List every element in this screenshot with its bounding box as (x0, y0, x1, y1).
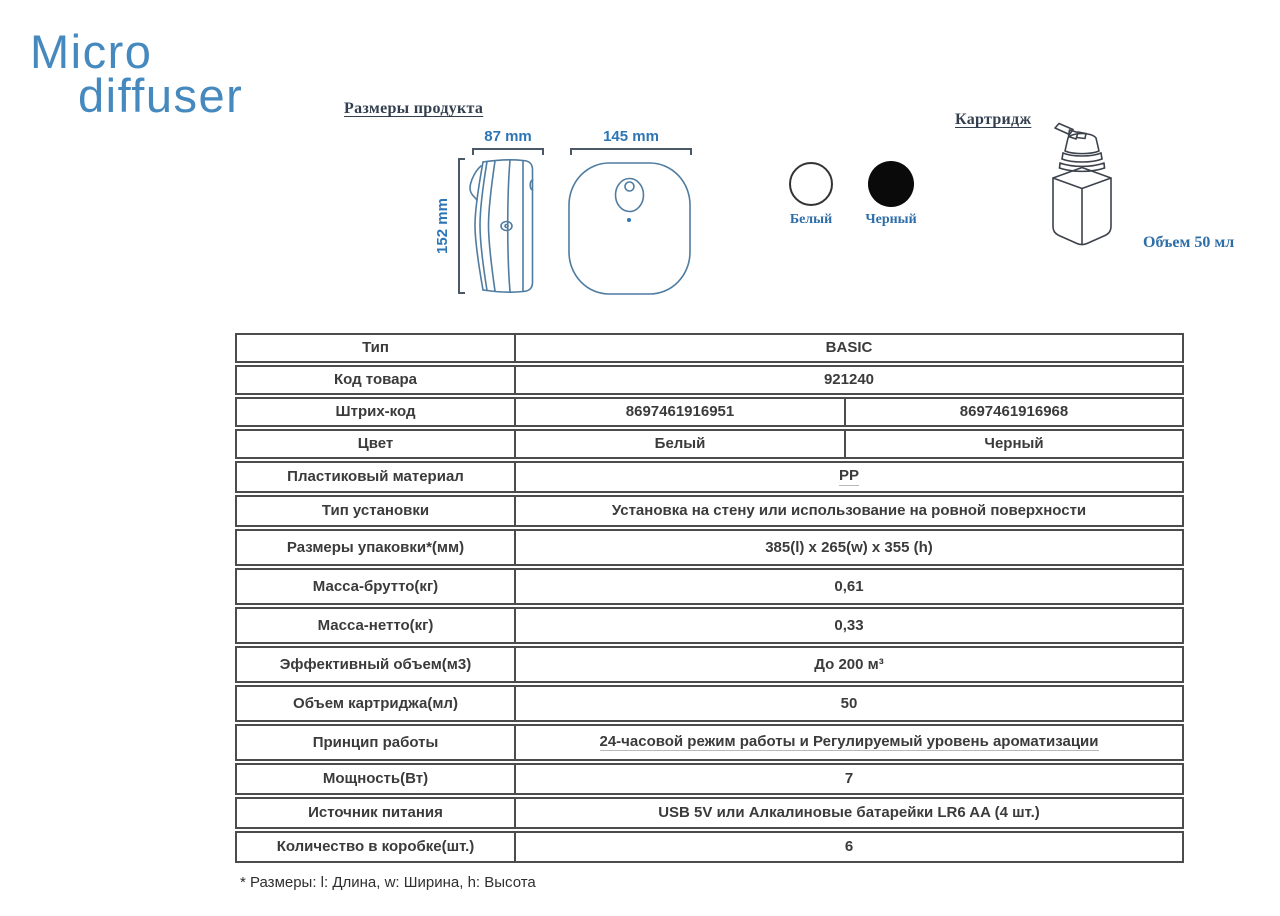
side-view-width-label: 87 mm (484, 128, 532, 145)
spec-label: Масса-нетто(кг) (237, 609, 516, 642)
spec-row-plastic-material (235, 461, 1184, 493)
spec-value-white: 8697461916951 (516, 399, 846, 425)
dimensions-footnote: * Размеры: l: Длина, w: Ширина, h: Высота (240, 874, 536, 891)
spec-label: Тип установки (237, 497, 516, 525)
spec-row-barcode (235, 397, 1184, 427)
side-view-width-bracket (472, 148, 544, 155)
white-color-swatch (789, 162, 833, 206)
spec-value-black: 8697461916968 (959, 403, 1069, 421)
spec-row-gross-weight (235, 568, 1184, 605)
spec-row-installation-type (235, 495, 1184, 527)
spec-value: 24-часовой режим работы и Регулируемый уровень ароматизации (599, 732, 1099, 750)
spec-value-black: Черный (984, 435, 1044, 453)
side-view-height-bracket (458, 158, 465, 294)
spec-row-effective-volume (235, 646, 1184, 683)
spec-row-net-weight (235, 607, 1184, 644)
front-view-width-bracket (570, 148, 692, 155)
spec-row-power-source (235, 797, 1184, 829)
spec-label: Тип (237, 335, 516, 361)
spec-table (235, 333, 1184, 865)
spec-row-power (235, 763, 1184, 795)
spec-value-white: Белый (516, 431, 846, 457)
spec-row-cartridge-volume (235, 685, 1184, 722)
diffuser-front-view-drawing (567, 161, 692, 297)
spec-label: Штрих-код (237, 399, 516, 425)
spec-label: Пластиковый материал (237, 463, 516, 491)
spec-label: Мощность(Вт) (237, 765, 516, 793)
dimensions-section-title: Размеры продукта (344, 100, 484, 117)
spec-label: Код товара (237, 367, 516, 393)
spec-row-color (235, 429, 1184, 459)
cartridge-drawing (1042, 121, 1122, 249)
spec-value: USB 5V или Алкалиновые батарейки LR6 AA (4 шт.) (658, 804, 1040, 822)
diffuser-side-view-drawing (466, 155, 546, 297)
spec-label: Источник питания (237, 799, 516, 827)
spec-value: BASIC (825, 339, 873, 357)
spec-value: 385(l) x 265(w) x 355 (h) (765, 538, 933, 556)
spec-value: 7 (844, 770, 854, 788)
spec-label: Принцип работы (237, 726, 516, 759)
spec-value: До 200 м³ (814, 655, 884, 673)
cartridge-volume-label: Объем 50 мл (1143, 234, 1235, 251)
spec-row-operating-principle (235, 724, 1184, 761)
cartridge-section-title: Картридж (955, 111, 1032, 128)
spec-row-quantity-per-box (235, 831, 1184, 863)
brand-logo-line2: diffuser (78, 69, 244, 122)
spec-label: Масса-брутто(кг) (237, 570, 516, 603)
spec-label: Объем картриджа(мл) (237, 687, 516, 720)
spec-value: 50 (840, 694, 858, 712)
spec-value: 0,33 (834, 616, 864, 634)
spec-value: Установка на стену или использование на ровной поверхности (611, 502, 1087, 520)
black-swatch-label: Черный (865, 212, 917, 227)
spec-label: Эффективный объем(м3) (237, 648, 516, 681)
spec-row-product-code (235, 365, 1184, 395)
side-view-height-label: 152 mm (434, 198, 451, 254)
spec-label: Размеры упаковки*(мм) (237, 531, 516, 564)
front-view-width-label: 145 mm (603, 128, 659, 145)
black-color-swatch (868, 161, 914, 207)
spec-value: PP (838, 467, 859, 485)
brand-logo (30, 25, 244, 122)
spec-value: 0,61 (834, 577, 864, 595)
spec-value: 6 (844, 838, 854, 856)
spec-label: Количество в коробке(шт.) (237, 833, 516, 861)
spec-row-type (235, 333, 1184, 363)
spec-label: Цвет (237, 431, 516, 457)
brand-logo-line1: Micro (30, 25, 153, 78)
white-swatch-label: Белый (789, 212, 833, 227)
spec-value: 921240 (823, 371, 875, 389)
spec-row-package-dimensions (235, 529, 1184, 566)
